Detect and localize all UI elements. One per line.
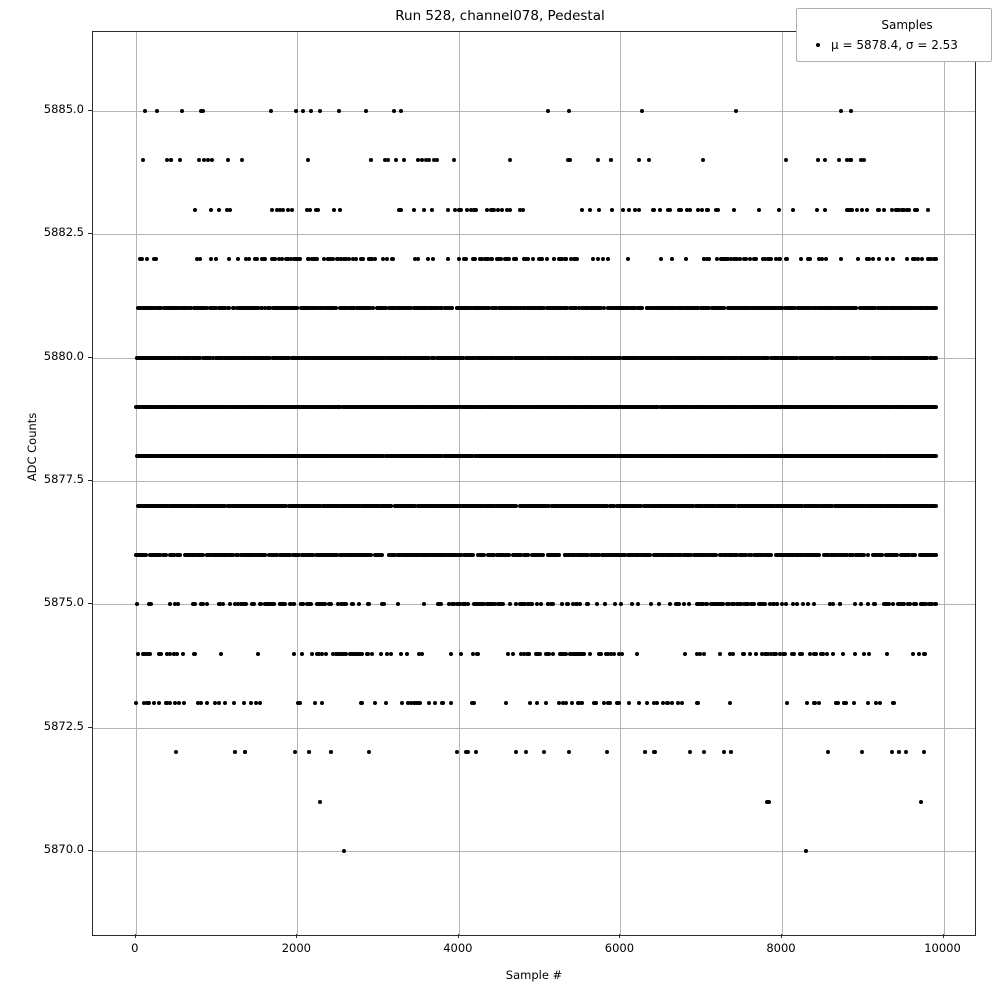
data-point (316, 208, 320, 212)
data-point (860, 208, 864, 212)
data-point (209, 257, 213, 261)
data-point (540, 257, 544, 261)
data-point (364, 109, 368, 113)
data-point (507, 257, 511, 261)
data-point (640, 306, 644, 310)
data-point (227, 257, 231, 261)
data-point (658, 208, 662, 212)
data-point (754, 257, 758, 261)
data-point (457, 257, 461, 261)
data-point (269, 109, 273, 113)
data-point (552, 257, 556, 261)
data-point (580, 208, 584, 212)
y-gridline (93, 481, 975, 482)
data-point (294, 109, 298, 113)
data-point (564, 257, 568, 261)
data-point (668, 208, 672, 212)
data-point (412, 208, 416, 212)
data-point (915, 208, 919, 212)
data-point (331, 257, 335, 261)
data-point (446, 257, 450, 261)
data-point (521, 208, 525, 212)
data-point (575, 257, 579, 261)
data-point (652, 208, 656, 212)
data-point (626, 257, 630, 261)
data-point (202, 158, 206, 162)
data-point (399, 109, 403, 113)
data-point (778, 257, 782, 261)
data-point (426, 257, 430, 261)
data-point (255, 257, 259, 261)
data-point (193, 208, 197, 212)
data-point (824, 257, 828, 261)
data-point (286, 208, 290, 212)
data-point (596, 158, 600, 162)
plot-area (92, 31, 976, 936)
data-point (867, 257, 871, 261)
data-point (823, 158, 827, 162)
data-point (597, 208, 601, 212)
data-point (891, 257, 895, 261)
data-point (596, 257, 600, 261)
data-point (882, 208, 886, 212)
data-point (591, 257, 595, 261)
data-point (601, 257, 605, 261)
data-point (416, 257, 420, 261)
data-point (309, 109, 313, 113)
y-gridline (93, 604, 975, 605)
data-point (430, 208, 434, 212)
data-point (808, 257, 812, 261)
data-point (627, 208, 631, 212)
data-point (280, 257, 284, 261)
data-point (791, 208, 795, 212)
data-point (452, 158, 456, 162)
data-point (877, 257, 881, 261)
data-point (154, 257, 158, 261)
data-point (392, 109, 396, 113)
y-gridline (93, 851, 975, 852)
data-point (934, 356, 938, 360)
data-point (226, 158, 230, 162)
data-point (856, 257, 860, 261)
data-point (315, 257, 319, 261)
data-point (290, 208, 294, 212)
data-point (450, 306, 454, 310)
data-point (308, 208, 312, 212)
data-point (777, 208, 781, 212)
data-point (209, 208, 213, 212)
data-point (386, 158, 390, 162)
data-point (416, 158, 420, 162)
y-gridline (93, 234, 975, 235)
data-point (217, 208, 221, 212)
data-point (785, 257, 789, 261)
x-gridline (782, 32, 783, 935)
data-point (839, 257, 843, 261)
data-point (621, 208, 625, 212)
data-point (298, 257, 302, 261)
data-point (637, 158, 641, 162)
data-point (508, 208, 512, 212)
data-point (143, 109, 147, 113)
data-point (514, 257, 518, 261)
data-point (734, 109, 738, 113)
data-point (459, 208, 463, 212)
data-point (700, 208, 704, 212)
data-point (849, 109, 853, 113)
data-point (180, 109, 184, 113)
data-point (306, 158, 310, 162)
data-point (318, 109, 322, 113)
data-point (281, 208, 285, 212)
data-point (926, 208, 930, 212)
data-point (473, 257, 477, 261)
data-point (164, 553, 168, 557)
data-point (474, 208, 478, 212)
data-point (236, 257, 240, 261)
data-point (490, 257, 494, 261)
data-point (684, 257, 688, 261)
data-point (567, 109, 571, 113)
data-point (659, 257, 663, 261)
data-point (446, 208, 450, 212)
data-point (850, 208, 854, 212)
data-point (526, 257, 530, 261)
data-point (247, 257, 251, 261)
data-point (431, 257, 435, 261)
data-point (385, 257, 389, 261)
data-point (381, 257, 385, 261)
data-point (337, 109, 341, 113)
x-gridline (620, 32, 621, 935)
data-point (402, 158, 406, 162)
data-point (141, 158, 145, 162)
data-point (545, 257, 549, 261)
data-point (640, 109, 644, 113)
x-gridline (459, 32, 460, 935)
data-point (197, 158, 201, 162)
data-point (427, 158, 431, 162)
x-gridline (297, 32, 298, 935)
data-point (227, 306, 231, 310)
data-point (885, 257, 889, 261)
data-point (301, 109, 305, 113)
data-point (920, 257, 924, 261)
data-point (934, 257, 938, 261)
data-point (500, 208, 504, 212)
chart-title: Run 528, channel078, Pedestal (395, 8, 605, 24)
data-point (228, 208, 232, 212)
data-point (934, 504, 938, 508)
data-point (240, 158, 244, 162)
y-gridline (93, 728, 975, 729)
data-point (210, 158, 214, 162)
data-point (815, 208, 819, 212)
data-point (679, 208, 683, 212)
data-point (610, 208, 614, 212)
data-point (399, 208, 403, 212)
data-point (606, 257, 610, 261)
data-point (354, 257, 358, 261)
data-point (508, 158, 512, 162)
data-point (361, 257, 365, 261)
data-point (907, 208, 911, 212)
data-point (435, 158, 439, 162)
data-point (769, 257, 773, 261)
data-point (839, 109, 843, 113)
data-point (198, 257, 202, 261)
data-point (816, 158, 820, 162)
data-point (155, 109, 159, 113)
data-point (934, 454, 938, 458)
data-point (706, 208, 710, 212)
data-point (707, 257, 711, 261)
data-point (633, 208, 637, 212)
data-point (732, 208, 736, 212)
data-point (823, 208, 827, 212)
data-point (602, 306, 606, 310)
data-point (391, 257, 395, 261)
data-point (871, 257, 875, 261)
data-point (934, 405, 938, 409)
data-point (637, 208, 641, 212)
data-point (757, 208, 761, 212)
data-point (837, 158, 841, 162)
data-point (716, 208, 720, 212)
data-point (140, 257, 144, 261)
data-point (784, 158, 788, 162)
data-point (905, 257, 909, 261)
data-point (422, 208, 426, 212)
data-point (270, 208, 274, 212)
data-point (178, 158, 182, 162)
data-point (934, 306, 938, 310)
data-point (263, 257, 267, 261)
data-point (169, 158, 173, 162)
data-point (670, 257, 674, 261)
data-point (531, 257, 535, 261)
x-gridline (136, 32, 137, 935)
data-point (799, 257, 803, 261)
data-point (464, 257, 468, 261)
data-point (701, 158, 705, 162)
data-point (201, 109, 205, 113)
data-point (369, 158, 373, 162)
x-gridline (944, 32, 945, 935)
data-point (145, 257, 149, 261)
data-point (332, 208, 336, 212)
data-point (178, 553, 182, 557)
data-point (855, 208, 859, 212)
data-point (647, 158, 651, 162)
data-point (546, 109, 550, 113)
data-point (609, 158, 613, 162)
data-point (373, 257, 377, 261)
data-point (688, 208, 692, 212)
data-point (820, 257, 824, 261)
data-point (862, 158, 866, 162)
data-point (338, 208, 342, 212)
data-point (568, 158, 572, 162)
y-gridline (93, 111, 975, 112)
data-point (865, 208, 869, 212)
data-point (394, 158, 398, 162)
data-point (492, 208, 496, 212)
data-point (877, 208, 881, 212)
data-point (214, 257, 218, 261)
data-point (588, 208, 592, 212)
data-point (849, 158, 853, 162)
